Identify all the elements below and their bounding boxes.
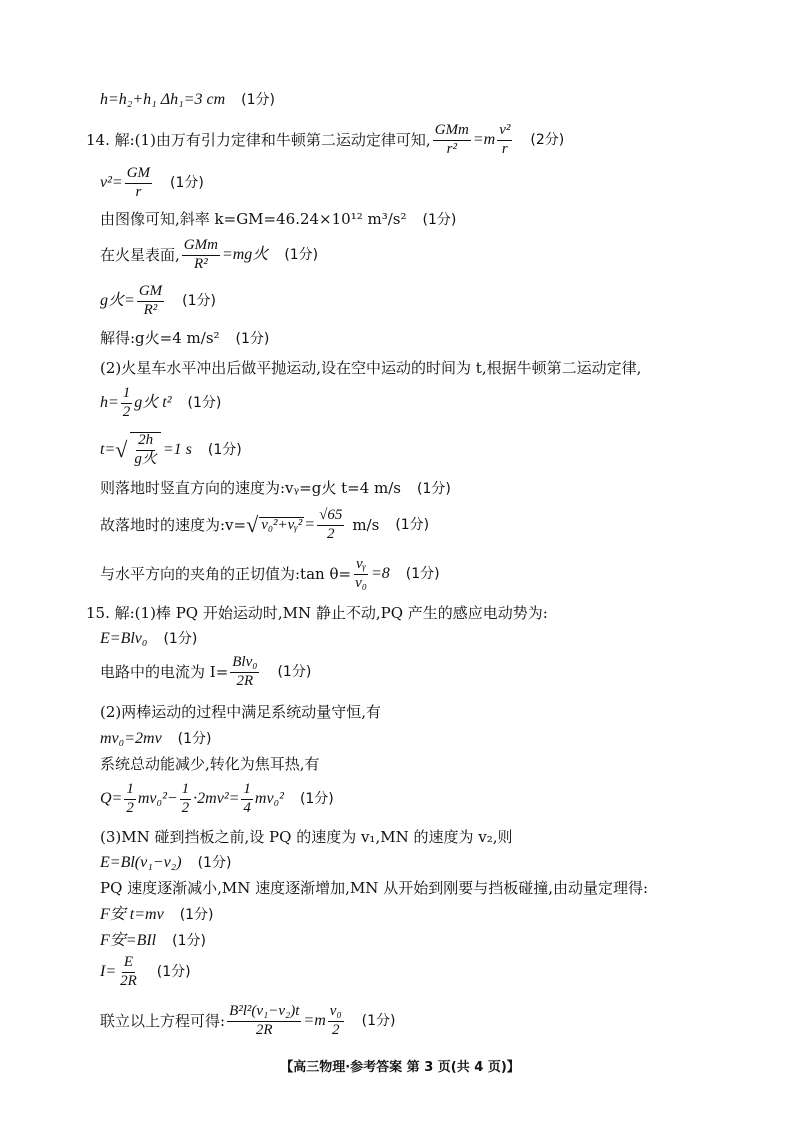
eq-mars-surface: 在火星表面, $\frac{\text{GMm}}{\text{R²}}$ =mg火 (1分): [100, 237, 319, 272]
eq-emf-difference: E=Bl(v₁−v₂) (1分): [100, 854, 232, 871]
fraction: $\frac{1}{4}$: [243, 781, 251, 816]
q14-heading: 14. 解:(1)由万有引力定律和牛顿第二运动定律可知, $\frac{\text{GMm}}{\text{r²}}$ =m $\frac{\text{v²}}{r}$ (2分): [86, 122, 565, 157]
part2-momentum-statement: (2)两棒运动的过程中满足系统动量守恒,有: [100, 703, 382, 721]
eq-g-result: 解得:g火=4 m/s² (1分): [100, 329, 270, 347]
fraction: $\frac{\text{GMm}}{\text{R²}}$: [183, 237, 218, 272]
energy-statement: 系统总动能减少,转化为焦耳热,有: [100, 755, 320, 773]
fraction: $\frac{1}{2}$: [122, 385, 131, 420]
eq-tangent: 与水平方向的夹角的正切值为:tan θ= $\frac{\text{vᵧ}}{\text{v₀}}$ =8 (1分): [100, 556, 440, 591]
q15-heading: 15. 解:(1)棒 PQ 开始运动时,MN 静止不动,PQ 产生的感应电动势为:: [86, 604, 548, 622]
eq-combined: 联立以上方程可得: $\frac{\text{B²l²(v₁−v₂)t}}{2R}$ =m $\frac{\text{v₀}}{2}$ (1分): [100, 1003, 396, 1038]
eq-current-E: I= $\frac{E}{2R}$ (1分): [100, 954, 191, 989]
eq-v-squared: v²= $\frac{GM}{r}$ (1分): [100, 165, 204, 200]
fraction: $\frac{\text{vᵧ}}{\text{v₀}}$: [355, 556, 367, 591]
eq-g-mars: g火= $\frac{GM}{\text{R²}}$ (1分): [100, 283, 216, 318]
eq-vertical-velocity: 则落地时竖直方向的速度为:vᵧ=g火 t=4 m/s (1分): [100, 479, 451, 497]
eq-joule-heat: Q= $\frac{1}{2}$ mv₀²− $\frac{1}{2}$ ·2mv²= $\frac{1}{4}$ mv₀² (1分): [100, 781, 334, 816]
eq-slope: 由图像可知,斜率 k=GM=46.24×10¹² m³/s² (1分): [100, 210, 457, 228]
fraction: $\frac{2h}{\text{g火}}$: [130, 432, 161, 468]
fraction: $\frac{GM}{r}$: [126, 165, 151, 200]
fraction: $\frac{\text{Blv₀}}{2R}$: [232, 654, 258, 689]
eq-h-fall: h= $\frac{1}{2}$ g火 t² (1分): [100, 385, 222, 420]
square-root: √ v₀²+vᵧ²: [246, 512, 303, 538]
eq-time: t= √ $\frac{2h}{\text{g火}}$ =1 s (1分): [100, 432, 242, 467]
fraction: $\frac{1}{2}$: [126, 781, 134, 816]
fraction: $\frac{\text{v₀}}{2}$: [329, 1003, 342, 1038]
eq-h-sum: h=h₂+h₁ Δh₁=3 cm (1分): [100, 91, 275, 108]
part2-statement: (2)火星车水平冲出后做平抛运动,设在空中运动的时间为 t,根据牛顿第二运动定律,: [100, 359, 642, 377]
eq-landing-velocity: 故落地时的速度为:v= √ v₀²+vᵧ² = $\frac{√65}{2}$ m/s (1分): [100, 507, 430, 542]
momentum-theorem-statement: PQ 速度逐渐减小,MN 速度逐渐增加,MN 从开始到刚要与挡板碰撞,由动量定理得:: [100, 879, 649, 897]
fraction: $\frac{GM}{\text{R²}}$: [138, 283, 163, 318]
fraction: $\frac{1}{2}$: [181, 781, 190, 816]
square-root: √ $\frac{2h}{\text{g火}}$: [115, 432, 163, 468]
page-footer: 【高三物理·参考答案 第 3 页(共 4 页)】: [280, 1060, 520, 1075]
eq-current: 电路中的电流为 I= $\frac{\text{Blv₀}}{2R}$ (1分): [100, 654, 312, 689]
fraction: $\frac{√65}{2}$: [319, 507, 343, 542]
fraction: $\frac{\text{v²}}{r}$: [499, 122, 511, 157]
eq-momentum: mv₀=2mv (1分): [100, 730, 212, 747]
part3-statement: (3)MN 碰到挡板之前,设 PQ 的速度为 v₁,MN 的速度为 v₂,则: [100, 828, 513, 846]
fraction: $\frac{E}{2R}$: [120, 954, 137, 989]
fraction: $\frac{\text{GMm}}{\text{r²}}$: [434, 122, 469, 157]
eq-emf: E=Blv₀ (1分): [100, 630, 198, 647]
eq-ampere-force: F安=BIl (1分): [100, 932, 206, 949]
eq-impulse: F安 t=mv (1分): [100, 906, 214, 923]
fraction: $\frac{\text{B²l²(v₁−v₂)t}}{2R}$: [229, 1003, 300, 1038]
